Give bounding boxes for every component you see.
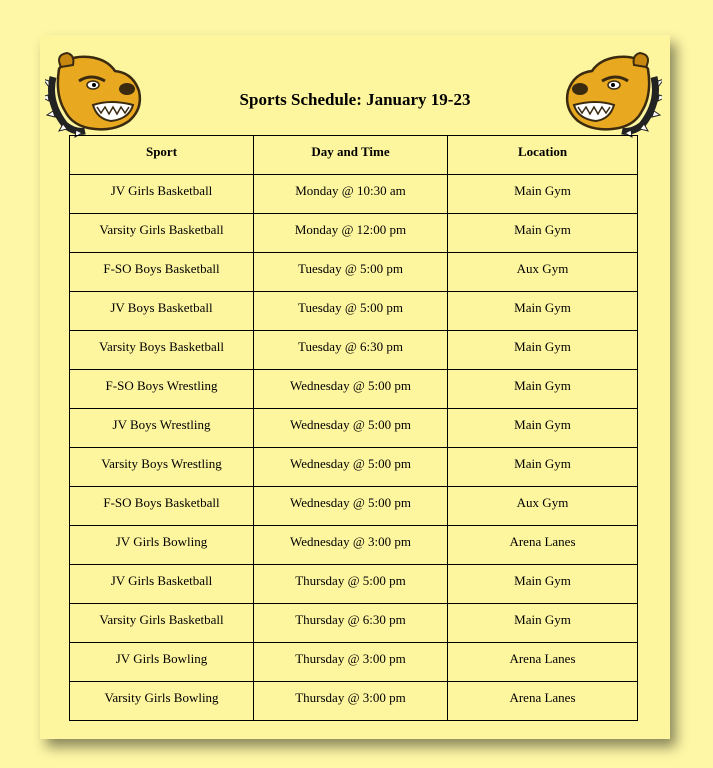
table-row <box>70 604 638 643</box>
cell-sport: JV Girls Basketball <box>70 565 254 604</box>
table-header-row <box>70 136 638 175</box>
cell-day-time: Tuesday @ 5:00 pm <box>254 292 448 331</box>
cell-day-time: Tuesday @ 5:00 pm <box>254 253 448 292</box>
table-row <box>70 409 638 448</box>
cell-day-time: Thursday @ 6:30 pm <box>254 604 448 643</box>
page-title: Sports Schedule: January 19-23 <box>239 90 471 109</box>
cell-sport: Varsity Girls Bowling <box>70 682 254 721</box>
cell-location: Main Gym <box>448 214 638 253</box>
cell-day-time: Thursday @ 3:00 pm <box>254 682 448 721</box>
cell-day-time: Monday @ 10:30 am <box>254 175 448 214</box>
schedule-table <box>69 135 638 721</box>
table-row <box>70 643 638 682</box>
cell-location: Main Gym <box>448 292 638 331</box>
table-row <box>70 565 638 604</box>
cell-sport: JV Boys Wrestling <box>70 409 254 448</box>
column-header-sport: Sport <box>70 136 254 175</box>
cell-day-time: Thursday @ 3:00 pm <box>254 643 448 682</box>
cell-location: Aux Gym <box>448 253 638 292</box>
column-header-location: Location <box>448 136 638 175</box>
cell-day-time: Thursday @ 5:00 pm <box>254 565 448 604</box>
cell-sport: F-SO Boys Wrestling <box>70 370 254 409</box>
table-row <box>70 175 638 214</box>
cell-sport: Varsity Girls Basketball <box>70 214 254 253</box>
schedule-page <box>40 35 670 739</box>
cell-sport: Varsity Boys Basketball <box>70 331 254 370</box>
cell-day-time: Wednesday @ 5:00 pm <box>254 370 448 409</box>
cell-location: Arena Lanes <box>448 643 638 682</box>
cell-day-time: Wednesday @ 5:00 pm <box>254 487 448 526</box>
column-header-day-time: Day and Time <box>254 136 448 175</box>
cell-sport: JV Boys Basketball <box>70 292 254 331</box>
table-row <box>70 682 638 721</box>
cell-sport: F-SO Boys Basketball <box>70 253 254 292</box>
cell-day-time: Wednesday @ 5:00 pm <box>254 448 448 487</box>
cell-location: Main Gym <box>448 409 638 448</box>
table-row <box>70 292 638 331</box>
cell-sport: JV Girls Bowling <box>70 643 254 682</box>
cell-location: Main Gym <box>448 448 638 487</box>
table-row <box>70 526 638 565</box>
cell-sport: F-SO Boys Basketball <box>70 487 254 526</box>
cell-sport: Varsity Boys Wrestling <box>70 448 254 487</box>
cell-location: Main Gym <box>448 565 638 604</box>
cell-day-time: Wednesday @ 5:00 pm <box>254 409 448 448</box>
cell-sport: Varsity Girls Basketball <box>70 604 254 643</box>
cell-location: Main Gym <box>448 175 638 214</box>
cell-location: Arena Lanes <box>448 526 638 565</box>
cell-location: Aux Gym <box>448 487 638 526</box>
table-row <box>70 370 638 409</box>
cell-location: Main Gym <box>448 331 638 370</box>
table-row <box>70 253 638 292</box>
cell-day-time: Tuesday @ 6:30 pm <box>254 331 448 370</box>
table-row <box>70 487 638 526</box>
cell-day-time: Wednesday @ 3:00 pm <box>254 526 448 565</box>
cell-sport: JV Girls Bowling <box>70 526 254 565</box>
cell-sport: JV Girls Basketball <box>70 175 254 214</box>
table-row <box>70 214 638 253</box>
cell-location: Arena Lanes <box>448 682 638 721</box>
cell-location: Main Gym <box>448 604 638 643</box>
cell-day-time: Monday @ 12:00 pm <box>254 214 448 253</box>
cell-location: Main Gym <box>448 370 638 409</box>
table-row <box>70 331 638 370</box>
table-row <box>70 448 638 487</box>
